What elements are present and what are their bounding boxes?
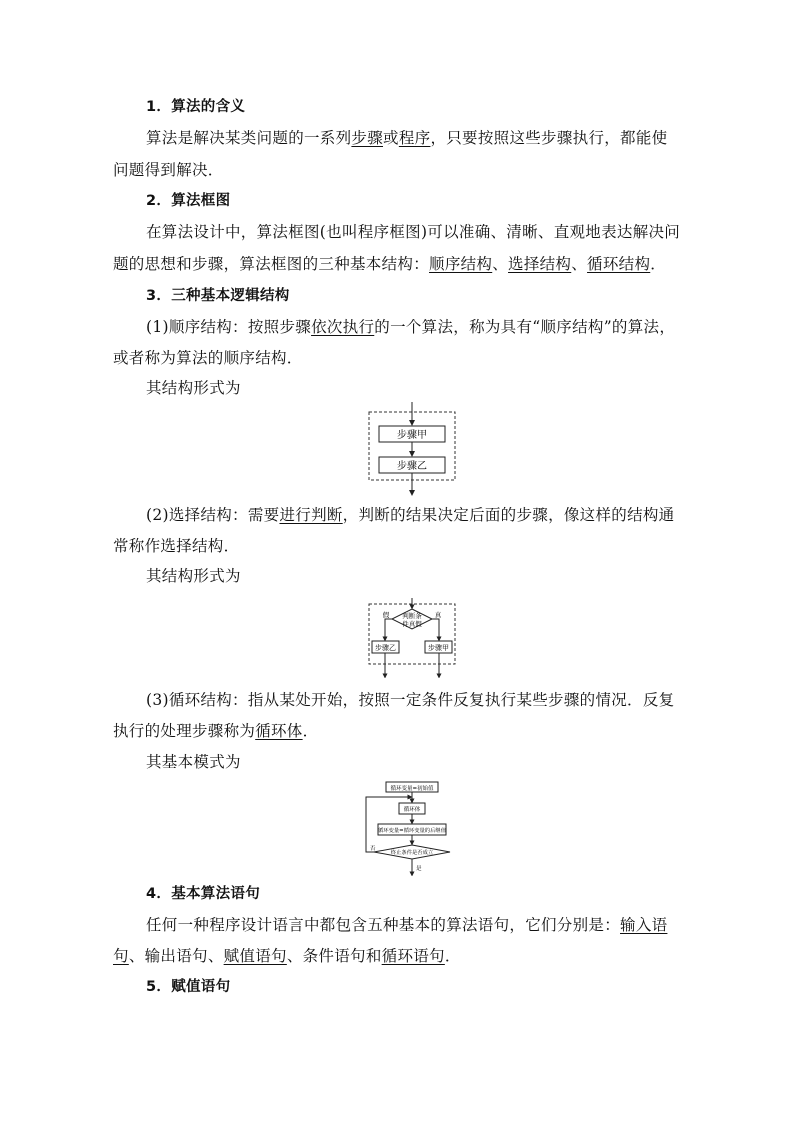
paragraph-continuation: 常称作选择结构． (113, 537, 240, 555)
underlined-term: 输入语 (620, 916, 668, 934)
text: 、条件语句和 (286, 947, 382, 965)
step-label: 步骤乙 (397, 461, 427, 472)
paragraph: 其基本模式为 (146, 753, 241, 771)
condition-label: 终止条件是否成立 (390, 850, 434, 856)
text: 、输出语句、 (128, 947, 224, 965)
paragraph: 在算法设计中，算法框图(也叫程序框图)可以准确、清晰、直观地表达解决问 (146, 223, 681, 241)
paragraph: 其结构形式为 (146, 379, 241, 397)
underlined-term: 赋值语句 (223, 947, 287, 965)
underlined-term: 循环体 (255, 722, 303, 740)
paragraph-continuation: 或者称为算法的顺序结构． (113, 349, 303, 367)
paragraph: 其结构形式为 (146, 567, 241, 585)
no-label: 假 (382, 611, 390, 619)
step-label: 步骤乙 (375, 644, 396, 652)
section-3-heading: 3．三种基本逻辑结构 (146, 288, 290, 304)
section-2-heading: 2．算法框图 (146, 193, 231, 209)
yes-label: 真 (434, 611, 442, 619)
text: ． (302, 722, 319, 740)
condition-label: 件真假 (402, 620, 422, 628)
section-4-heading: 4．基本算法语句 (146, 886, 260, 902)
text: 算法是解决某类问题的一系列 (146, 129, 352, 147)
paragraph (146, 317, 675, 337)
text: 或 (383, 129, 399, 147)
sequence-structure-diagram (365, 402, 461, 496)
paragraph: (3)循环结构：指从某处开始，按照一定条件反复执行某些步骤的情况．反复 (146, 691, 675, 709)
text: 题的思想和步骤，算法框图的三种基本结构： (113, 255, 430, 273)
paragraph (146, 505, 674, 525)
text: ． (650, 255, 667, 273)
underlined-term: 选择结构 (508, 255, 572, 273)
text: ，判断的结果决定后面的步骤，像这样的结构通 (342, 506, 675, 524)
text: 、 (492, 255, 509, 273)
no-label: 否 (370, 846, 376, 852)
paragraph-continuation (113, 254, 666, 274)
underlined-term: 依次执行 (311, 318, 375, 336)
section-1-heading: 1．算法的含义 (146, 99, 246, 115)
loop-body-label: 循环体 (403, 807, 421, 813)
update-label: 循环变量=循环变量的后继值 (377, 828, 447, 834)
paragraph (146, 128, 667, 148)
no-branch (385, 619, 392, 639)
text: ． (444, 947, 461, 965)
underlined-term: 程序 (398, 129, 431, 147)
underlined-term: 循环结构 (587, 255, 651, 273)
yes-label: 是 (416, 866, 422, 872)
underlined-term: 进行判断 (279, 506, 343, 524)
underlined-term: 循环语句 (381, 947, 445, 965)
underlined-term: 句 (113, 947, 129, 965)
paragraph-continuation (113, 721, 318, 741)
text: 的一个算法，称为具有“顺序结构”的算法， (374, 318, 676, 336)
paragraph (146, 915, 667, 935)
paragraph-continuation (113, 946, 461, 966)
selection-structure-diagram (366, 598, 458, 678)
text: 任何一种程序设计语言中都包含五种基本的算法语句，它们分别是： (146, 916, 621, 934)
condition-label: 判断条 (402, 612, 422, 620)
underlined-term: 步骤 (351, 129, 384, 147)
yes-branch (432, 619, 439, 639)
underlined-term: 顺序结构 (429, 255, 493, 273)
text: ，只要按照这些步骤执行，都能使 (430, 129, 668, 147)
init-label: 循环变量=初始值 (390, 786, 434, 792)
text: 执行的处理步骤称为 (113, 722, 256, 740)
section-5-heading: 5．赋值语句 (146, 979, 231, 995)
paragraph-continuation: 问题得到解决． (113, 161, 224, 179)
step-label: 步骤甲 (397, 430, 427, 441)
step-label: 步骤甲 (428, 644, 449, 652)
text: 、 (571, 255, 588, 273)
text: (2)选择结构：需要 (146, 506, 280, 524)
loop-structure-diagram (362, 780, 462, 876)
text: (1)顺序结构：按照步骤 (146, 318, 312, 336)
